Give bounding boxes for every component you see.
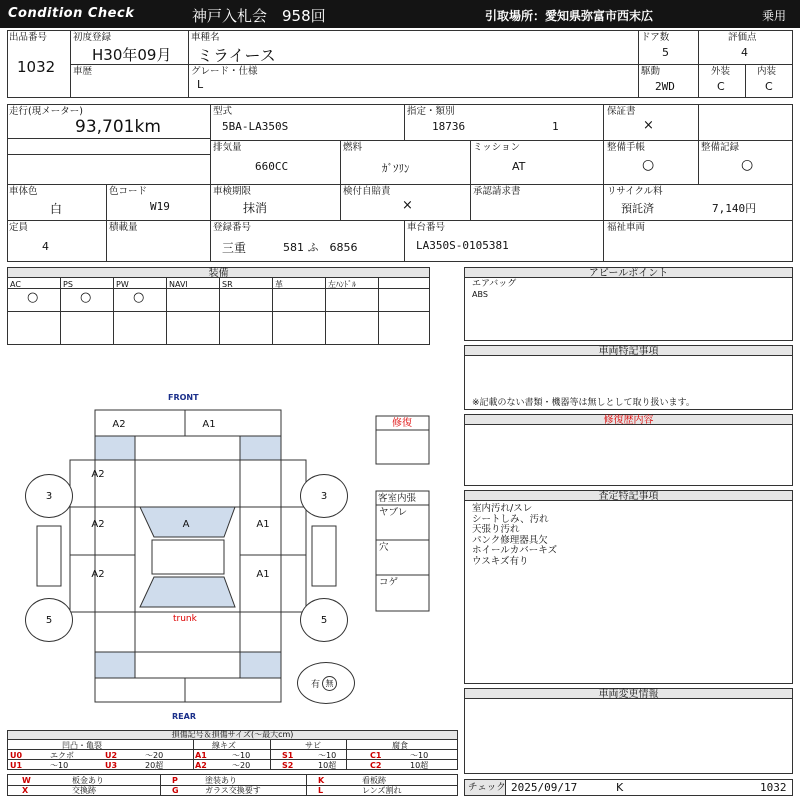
spare-tire-indicator — [297, 662, 355, 704]
legend-row2-cell-1: ～10 — [50, 761, 69, 770]
fuel-label: 燃料 — [343, 142, 363, 153]
color-code-value: W19 — [150, 200, 170, 213]
plate-number: 581 ふ 6856 — [283, 241, 358, 254]
first-reg-value: H30年09月 — [92, 46, 172, 64]
legend-row4-cell-2: G — [172, 786, 179, 795]
rear-window — [140, 577, 235, 607]
changes-box — [464, 698, 793, 774]
approval-label: 承認請求書 — [473, 186, 521, 197]
drive-label: 駆動 — [641, 66, 661, 77]
assessment-header: 査定特記事項 — [464, 490, 793, 501]
legend-row2-cell-3: 20超 — [145, 761, 164, 770]
legend-row1-cell-2: U2 — [105, 751, 118, 760]
glass-fl — [95, 436, 135, 460]
special-note: ※記載のない書類・機器等は無しとして取り扱います。 — [472, 398, 695, 408]
mark-right-rear: A1 — [256, 569, 270, 580]
pickup-location: 引取場所：愛知県弥富市西末広 — [485, 9, 654, 23]
category-label: 乗用 — [762, 9, 787, 23]
legend-row3-cell-0: W — [22, 776, 31, 785]
first-reg-label: 初度登録 — [73, 32, 112, 43]
legend-row2-cell-8: C2 — [370, 761, 382, 770]
legend-row3-cell-5: 看板跡 — [362, 776, 386, 785]
welfare-label: 福祉車両 — [607, 222, 646, 233]
mark-front-left: A2 — [112, 419, 126, 430]
brand-title: Condition Check — [8, 6, 135, 21]
doors-value: 5 — [662, 46, 669, 59]
check-lot: 1032 — [760, 781, 787, 794]
legend-row2-cell-4: A2 — [195, 761, 207, 770]
legend-row2-cell-2: U3 — [105, 761, 118, 770]
car-diagram — [0, 400, 460, 710]
capacity-value: 4 — [42, 240, 49, 253]
mileage-value: 93,701km — [75, 117, 161, 137]
assessment-line-2: シートしみ、汚れ — [472, 513, 549, 525]
warranty-label: 保証書 — [607, 106, 636, 117]
plate-label: 登録番号 — [213, 222, 252, 233]
legend-group-3: 腐食 — [392, 741, 408, 750]
recycle-fee: 7,140円 — [712, 202, 757, 215]
tire-front-left: 3 — [25, 474, 73, 518]
auction-title: 神戸入札会 958回 — [192, 7, 326, 25]
cabin-tear-label: ヤブレ — [379, 507, 408, 518]
grade-value: L — [197, 78, 204, 91]
mileage-label: 走行(現メーター) — [9, 106, 83, 117]
car-name-value: ミライース — [197, 46, 276, 65]
legend-row3-cell-4: K — [318, 776, 325, 785]
spare-none-mark: 無 — [322, 676, 337, 691]
legend-row3-cell-3: 塗装あり — [205, 776, 237, 785]
appeal-line-1: エアバッグ — [472, 279, 517, 289]
class-number: 1 — [552, 120, 559, 133]
cabin-label: 客室内張 — [378, 493, 417, 504]
score-label: 評価点 — [728, 32, 757, 43]
equipment-value-1: ○ — [80, 290, 92, 305]
recycle-label: リサイクル料 — [607, 186, 663, 197]
glass-fr — [240, 436, 281, 460]
legend-row1-cell-8: C1 — [370, 751, 382, 760]
legend-row1-cell-1: エクボ — [50, 751, 74, 760]
equipment-header-1: PS — [63, 280, 73, 289]
color-code-label: 色コード — [109, 186, 148, 197]
model-label: 型式 — [213, 106, 233, 117]
recycle-status: 預託済 — [621, 202, 654, 215]
inspection-label: 車検期限 — [213, 186, 252, 197]
lot-number: 1032 — [17, 58, 56, 76]
interior-value: C — [765, 80, 773, 93]
equipment-value-0: ○ — [27, 290, 39, 305]
glass-rl — [95, 652, 135, 678]
equipment-header-5: 革 — [275, 280, 283, 289]
legend-row1-cell-4: A1 — [195, 751, 207, 760]
legend-row4-cell-1: 交換跡 — [72, 786, 96, 795]
displacement-value: 660CC — [255, 160, 289, 173]
body-color-value: 白 — [50, 202, 63, 216]
check-code: K — [616, 781, 624, 794]
mark-left-rear: A2 — [91, 569, 105, 580]
equipment-header-6: 左ﾊﾝﾄﾞﾙ — [328, 280, 356, 289]
equipment-header-2: PW — [116, 280, 129, 289]
assessment-line-1: 室内汚れ/スレ — [472, 503, 533, 514]
manual-value: ○ — [642, 157, 655, 173]
mark-right-mid: A1 — [256, 519, 270, 530]
front-label: FRONT — [168, 393, 199, 402]
fuel-value: ｶﾞｿﾘﾝ — [382, 162, 410, 175]
inspection-value: 抹消 — [243, 201, 268, 215]
check-date: 2025/09/17 — [511, 781, 578, 794]
rear-label: REAR — [172, 712, 196, 721]
spare-yes-label: 有 — [311, 679, 321, 690]
legend-row4-cell-3: ガラス交換要す — [205, 786, 261, 795]
repair-history-header: 修復歴内容 — [464, 414, 793, 425]
doors-label: ドア数 — [641, 32, 670, 43]
legend-group-2: サビ — [305, 741, 321, 750]
mission-label: ミッション — [473, 142, 521, 153]
legend-row2-cell-6: S2 — [282, 761, 294, 770]
equipment-value-2: ○ — [133, 290, 145, 305]
car-name-label: 車種名 — [191, 32, 220, 43]
record-label: 整備記録 — [701, 142, 740, 153]
chassis-value: LA350S-0105381 — [416, 239, 509, 252]
manual-label: 整備手帳 — [607, 142, 646, 153]
grade-label: グレード・仕様 — [191, 66, 258, 77]
changes-header: 車両変更情報 — [464, 688, 793, 699]
model-value: 5BA-LA350S — [222, 120, 289, 133]
mark-left-front: A2 — [91, 469, 105, 480]
appeal-line-2: ABS — [472, 290, 488, 299]
assessment-line-3: 天張り汚れ — [472, 524, 520, 535]
legend-row1-cell-6: S1 — [282, 751, 294, 760]
interior-label: 内装 — [757, 66, 777, 77]
record-value: ○ — [741, 157, 754, 173]
legend-row4-cell-4: L — [318, 786, 324, 795]
legend-group-1: 線キズ — [212, 741, 236, 750]
lot-label: 出品番号 — [9, 32, 48, 43]
equipment-header: 装備 — [7, 267, 430, 278]
repair-label: 修復 — [392, 418, 412, 429]
tire-front-right: 3 — [300, 474, 348, 518]
mark-left-mid: A2 — [91, 519, 105, 530]
glass-rr — [240, 652, 281, 678]
legend-row3-cell-1: 板金あり — [72, 776, 104, 785]
legend-row4-cell-0: X — [22, 786, 29, 795]
legend-row3-cell-2: P — [172, 776, 178, 785]
legend-title: 損傷記号＆損傷サイズ(～最大cm) — [7, 730, 458, 740]
spec-label: 指定・類別 — [407, 106, 455, 117]
assessment-line-6: ウスキズ有り — [472, 555, 529, 567]
equipment-header-3: NAVI — [169, 280, 188, 289]
trunk-label: trunk — [173, 614, 197, 624]
appeal-header: アピールポイント — [464, 267, 793, 278]
exterior-label: 外装 — [711, 66, 731, 77]
legend-row1-cell-5: ～10 — [232, 751, 251, 760]
score-value: 4 — [741, 46, 748, 59]
insurance-value: × — [402, 198, 413, 213]
exterior-value: C — [717, 80, 725, 93]
legend-row2-cell-5: ～20 — [232, 761, 251, 770]
legend-row1-cell-7: ～10 — [318, 751, 337, 760]
cabin-hole-label: 穴 — [379, 542, 389, 553]
legend-row2-cell-0: U1 — [10, 761, 23, 770]
legend-row1-cell-0: U0 — [10, 751, 23, 760]
mission-value: AT — [512, 160, 526, 173]
header-bar — [0, 0, 800, 28]
tire-rear-right: 5 — [300, 598, 348, 642]
assessment-line-5: ホイールカバーキズ — [472, 545, 558, 556]
legend-row4-cell-5: レンズ割れ — [362, 786, 402, 795]
assessment-line-4: パンク修理器具欠 — [472, 534, 548, 546]
insurance-label: 検付自賠責 — [343, 186, 391, 197]
capacity-label: 定員 — [9, 222, 29, 233]
tire-rear-left: 5 — [25, 598, 73, 642]
displacement-label: 排気量 — [213, 142, 242, 153]
legend-row2-cell-7: 10超 — [318, 761, 337, 770]
mark-front-right: A1 — [202, 419, 216, 430]
special-header: 車両特記事項 — [464, 345, 793, 356]
legend-table-2 — [7, 774, 458, 796]
legend-row1-cell-9: ～10 — [410, 751, 429, 760]
warranty-value: × — [643, 118, 654, 133]
check-label: チェック — [468, 782, 506, 793]
history-label: 車歴 — [73, 66, 93, 77]
spec-number: 18736 — [432, 120, 466, 133]
load-label: 積載量 — [109, 222, 138, 233]
equipment-header-4: SR — [222, 280, 233, 289]
drive-value: 2WD — [655, 80, 675, 93]
legend-group-0: 凹凸・亀裂 — [62, 741, 102, 750]
mark-roof: A — [182, 519, 190, 530]
chassis-label: 車台番号 — [407, 222, 446, 233]
equipment-header-0: AC — [10, 280, 21, 289]
repair-history-box — [464, 424, 793, 486]
plate-pref: 三重 — [222, 241, 247, 255]
legend-row1-cell-3: ～20 — [145, 751, 164, 760]
legend-row2-cell-9: 10超 — [410, 761, 429, 770]
cabin-burn-label: コゲ — [379, 577, 399, 588]
body-color-label: 車体色 — [9, 186, 38, 197]
